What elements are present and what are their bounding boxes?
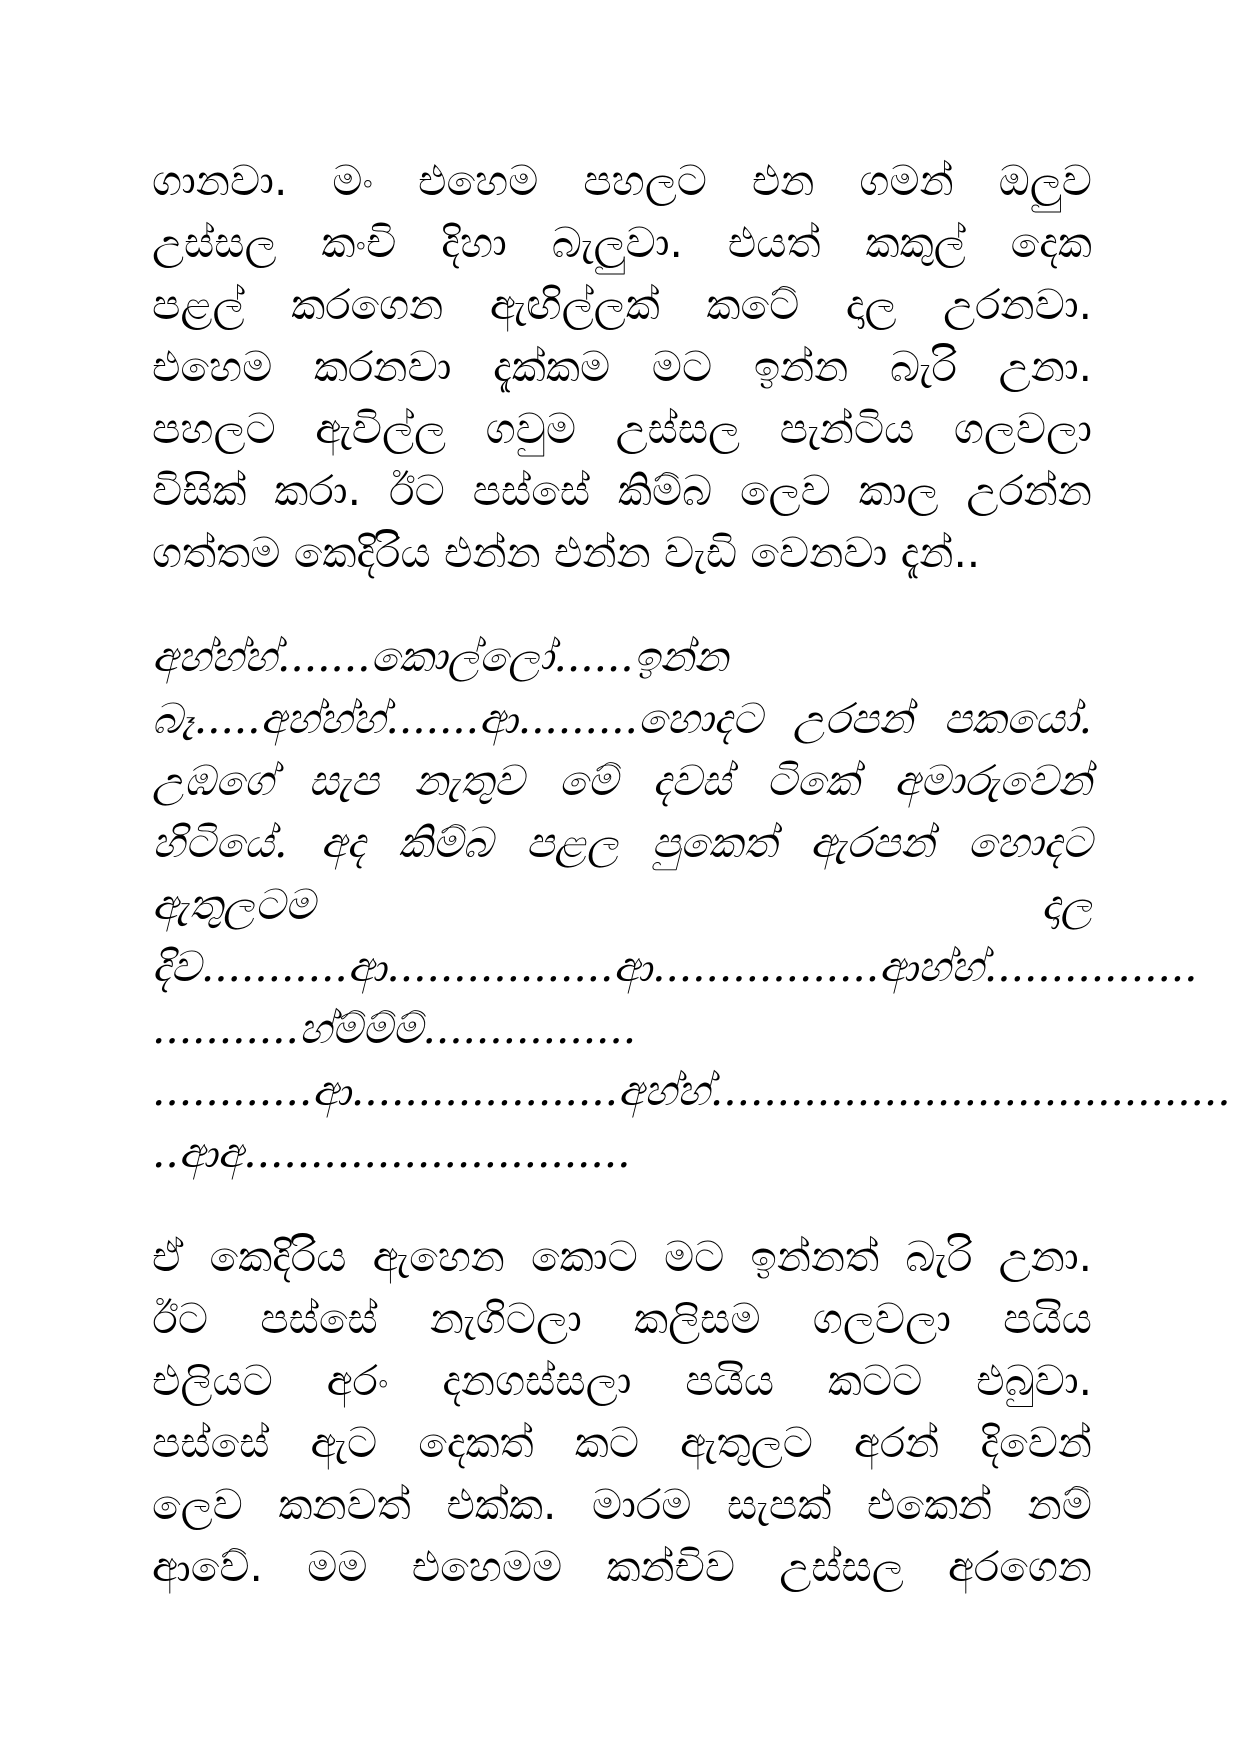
text-line: උස්සල කංචි දිහා බැලුවා. එයත් කකුල් දෙක <box>152 218 1092 267</box>
text-line: ..ආඅ............................. <box>152 1128 631 1177</box>
text-line: ආවේ. මම එහෙමම කන්චිව උස්සල අරගෙන <box>152 1542 1092 1591</box>
text-line: ඒ කෙදිරිය ඇහෙන කොට මට ඉන්නත් බැරි උනා. <box>152 1232 1092 1281</box>
paragraph-1 <box>152 150 1092 584</box>
paragraph-3 <box>152 1226 1092 1598</box>
text-line: එහෙම කරනවා දැක්කම මට ඉන්න බැරි උනා. <box>152 342 1092 391</box>
text-line: පළල් කරගෙන ඇඟිල්ලක් කටේ දාල උරනවා. <box>152 280 1092 329</box>
document-page <box>152 150 1231 1598</box>
text-line: ඊට පස්සේ නැගිටලා කලිසම ගලවලා පයිය <box>152 1294 1092 1343</box>
text-line: උඹගේ සැප නැතුව මේ දවස් ටිකේ අමාරුවෙන් <box>152 756 1092 805</box>
text-line: ගානවා. මං එහෙම පහලට එන ගමන් ඔලුව <box>152 156 1092 205</box>
text-line: පහලට ඇවිල්ල ගවුම උස්සල පැන්ටිය ගලවලා <box>152 404 1092 453</box>
text-line: ගත්තම කෙදිරිය එන්න එන්න වැඩි වෙනවා දැන්.. <box>152 528 981 577</box>
text-line: බෑ.....අහ්හ්හ්.......ආ.........හොදට උරපන් පකයෝ. <box>152 694 1092 743</box>
text-line: විසික් කරා. ඊට පස්සේ කිම්බ ලෙව කාල උරන්න <box>152 466 1092 515</box>
paragraph-2-dialogue <box>152 626 1231 1184</box>
text-line: ලෙව කනවත් එක්ක. මාරම සැපක් එකෙන් නම් <box>152 1480 1092 1529</box>
text-line: දිව...........ආ.................ආ.................ආහ්හ්................ <box>152 942 1198 991</box>
text-line: ඇතුලටම දාල <box>152 880 1092 929</box>
paragraph-gap <box>152 584 1092 626</box>
text-line: හිටියේ. අද කිම්බ පළල පුකෙත් ඇරපන් හොදට <box>152 818 1092 867</box>
text-line: එලියට අරං දනගස්සලා පයිය කටට එබුවා. <box>152 1356 1092 1405</box>
text-line: පස්සේ ඇට දෙකත් කට ඇතුලට අරන් දිවෙන් <box>152 1418 1092 1467</box>
text-line: ............ආ....................අහ්හ්....................................... <box>152 1066 1231 1115</box>
text-line: අහ්හ්හ්.......කොල්ලෝ......ඉන්න <box>152 632 729 681</box>
paragraph-gap <box>152 1184 1092 1226</box>
text-line: ...........හ්ම්ම්ම්................ <box>152 1004 637 1053</box>
